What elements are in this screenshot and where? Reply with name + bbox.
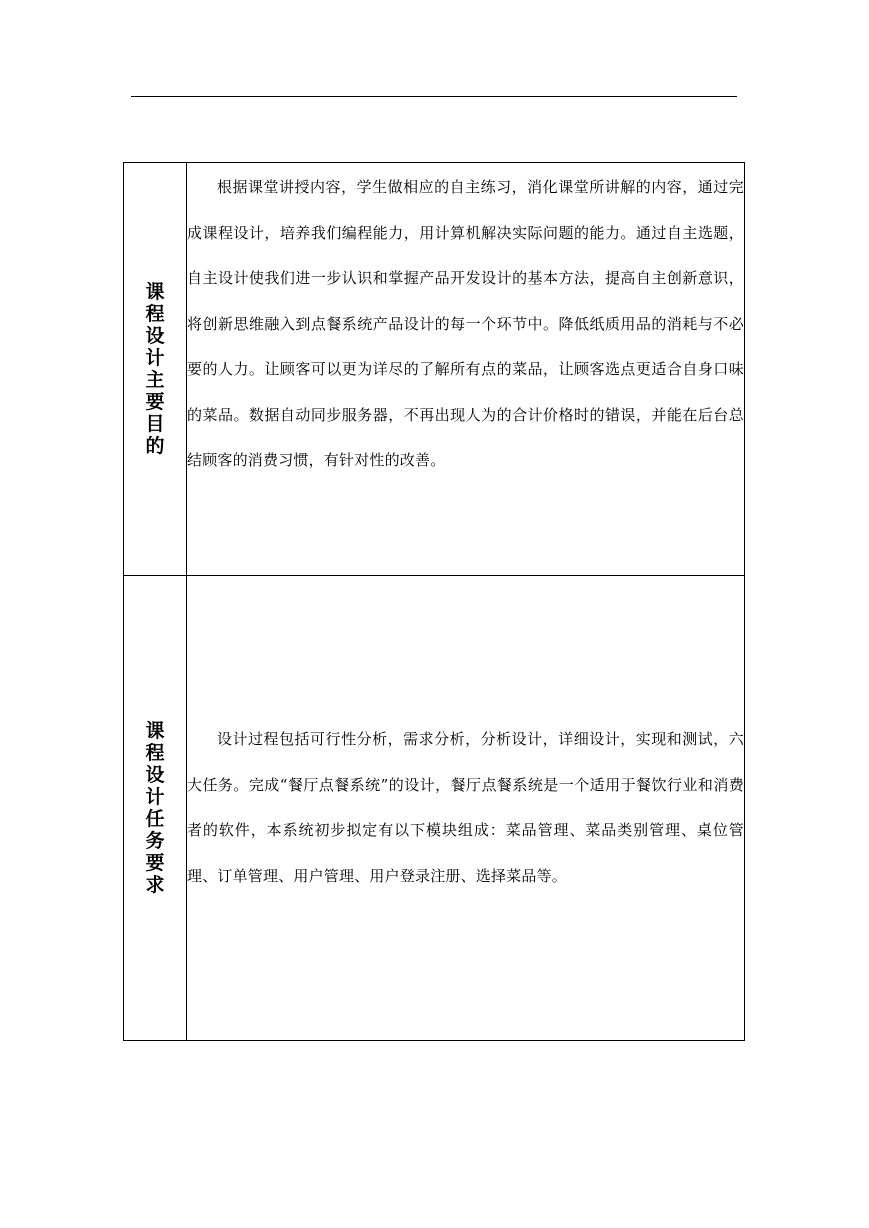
header-rule [131,96,737,97]
course-design-table [123,162,745,1041]
purpose-text: 根据课堂讲授内容，学生做相应的自主练习，消化课堂所讲解的内容，通过完成课程设计，培养我们编程能力，用计算机解决实际问题的能力。通过自主选题，自主设计使我们进一步认识和掌握产品开发设计的基本方法，提高自主创新意识，将创新思维融入到点餐系统产品设计的每一个环节中。降低纸质用品的消耗与不必要的人力。让顾客可以更为详尽的了解所有点的菜品，让顾客选点更适合自身口味的菜品。数据自动同步服务器，不再出现人为的合计价格时的错误，并能在后台总结顾客的消费习惯，有针对性的改善。 [187,178,744,469]
row-label-cell [124,163,187,576]
table-row [124,576,745,1041]
purpose-label: 课程设计主要目的 [145,281,165,457]
table-row [124,163,745,576]
row-label-cell [124,576,187,1041]
requirements-label: 课程设计任务要求 [145,720,165,896]
row-content-cell [187,576,745,1041]
requirements-text: 设计过程包括可行性分析，需求分析，分析设计，详细设计，实现和测试，六大任务。完成“餐厅点餐系统”的设计，餐厅点餐系统是一个适用于餐饮行业和消费者的软件，本系统初步拟定有以下模块组成：菜品管理、菜品类别管理、桌位管理、订单管理、用户管理、用户登录注册、选择菜品等。 [187,730,744,885]
row-content-cell [187,163,745,576]
